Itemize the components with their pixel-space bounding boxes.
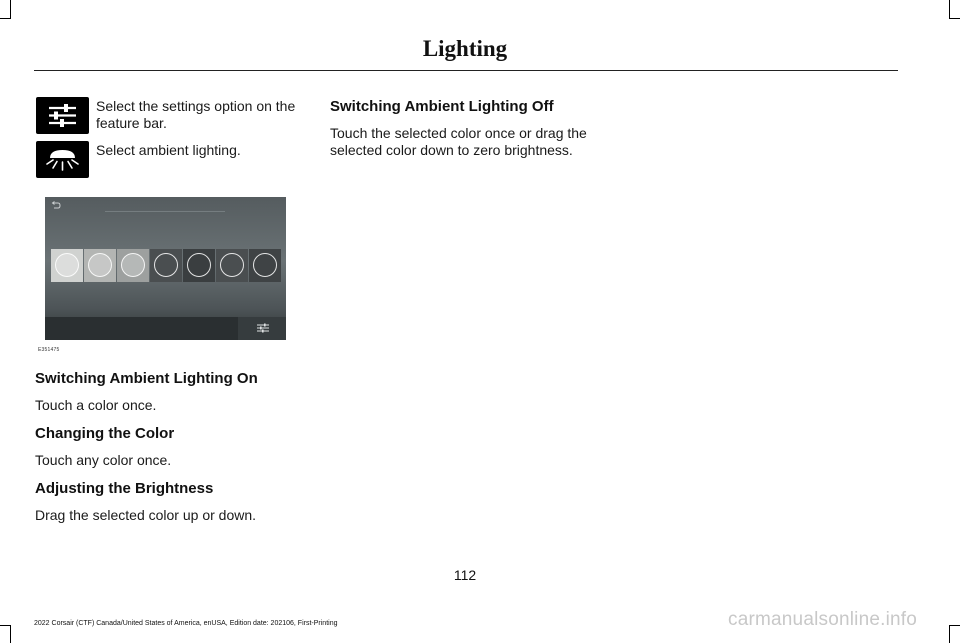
- crop-mark-top-right-v: [949, 0, 950, 18]
- step-settings-text: Select the settings option on the feature bar.: [96, 98, 296, 131]
- crop-mark-bottom-left-h: [0, 625, 11, 626]
- color-swatch[interactable]: [216, 249, 248, 282]
- feature-bar: [45, 317, 286, 340]
- color-swatch[interactable]: [51, 249, 83, 282]
- crop-mark-bottom-left-v: [10, 625, 11, 643]
- color-swatch[interactable]: [84, 249, 116, 282]
- body-switching-off: Touch the selected color once or drag the selected color down to zero brightness.: [330, 125, 587, 158]
- footer-edition-text: 2022 Corsair (CTF) Canada/United States of America, enUSA, Edition date: 202106, First-Printing: [34, 620, 338, 627]
- settings-sliders-icon: [36, 97, 89, 134]
- crop-mark-bottom-right-v: [949, 625, 950, 643]
- color-swatch-ring: [187, 253, 211, 277]
- crop-mark-top-right-h: [949, 18, 960, 19]
- color-swatch-ring: [121, 253, 145, 277]
- screen-title-line: [105, 211, 225, 212]
- body-changing-color: Touch any color once.: [35, 452, 172, 468]
- color-swatch[interactable]: [150, 249, 182, 282]
- heading-switching-off: Switching Ambient Lighting Off: [330, 98, 554, 115]
- crop-mark-top-left-h: [0, 18, 11, 19]
- body-switching-on: Touch a color once.: [35, 397, 157, 413]
- body-adjusting-brightness: Drag the selected color up or down.: [35, 507, 257, 523]
- color-swatch[interactable]: [117, 249, 149, 282]
- color-swatch-ring: [220, 253, 244, 277]
- color-swatch-ring: [253, 253, 277, 277]
- heading-switching-on: Switching Ambient Lighting On: [35, 370, 258, 387]
- watermark: carmanualsonline.info: [728, 609, 918, 630]
- page-title: Lighting: [422, 36, 508, 61]
- ambient-lighting-screen-image: [45, 197, 286, 340]
- back-arrow-icon: [51, 201, 61, 209]
- crop-mark-top-left-v: [10, 0, 11, 18]
- header-divider: [34, 70, 898, 71]
- ambient-lighting-icon: [36, 141, 89, 178]
- color-swatch-ring: [88, 253, 112, 277]
- heading-changing-color: Changing the Color: [35, 425, 175, 442]
- crop-mark-bottom-right-h: [949, 625, 960, 626]
- color-swatch[interactable]: [183, 249, 215, 282]
- heading-adjusting-brightness: Adjusting the Brightness: [35, 480, 214, 497]
- figure-id: E351475: [38, 347, 60, 353]
- color-swatch-row: [51, 249, 282, 282]
- color-swatch[interactable]: [249, 249, 281, 282]
- color-swatch-ring: [154, 253, 178, 277]
- step-ambient-text: Select ambient lighting.: [96, 142, 241, 158]
- page-number: 112: [453, 567, 477, 583]
- feature-bar-settings-icon: [256, 322, 270, 334]
- color-swatch-ring: [55, 253, 79, 277]
